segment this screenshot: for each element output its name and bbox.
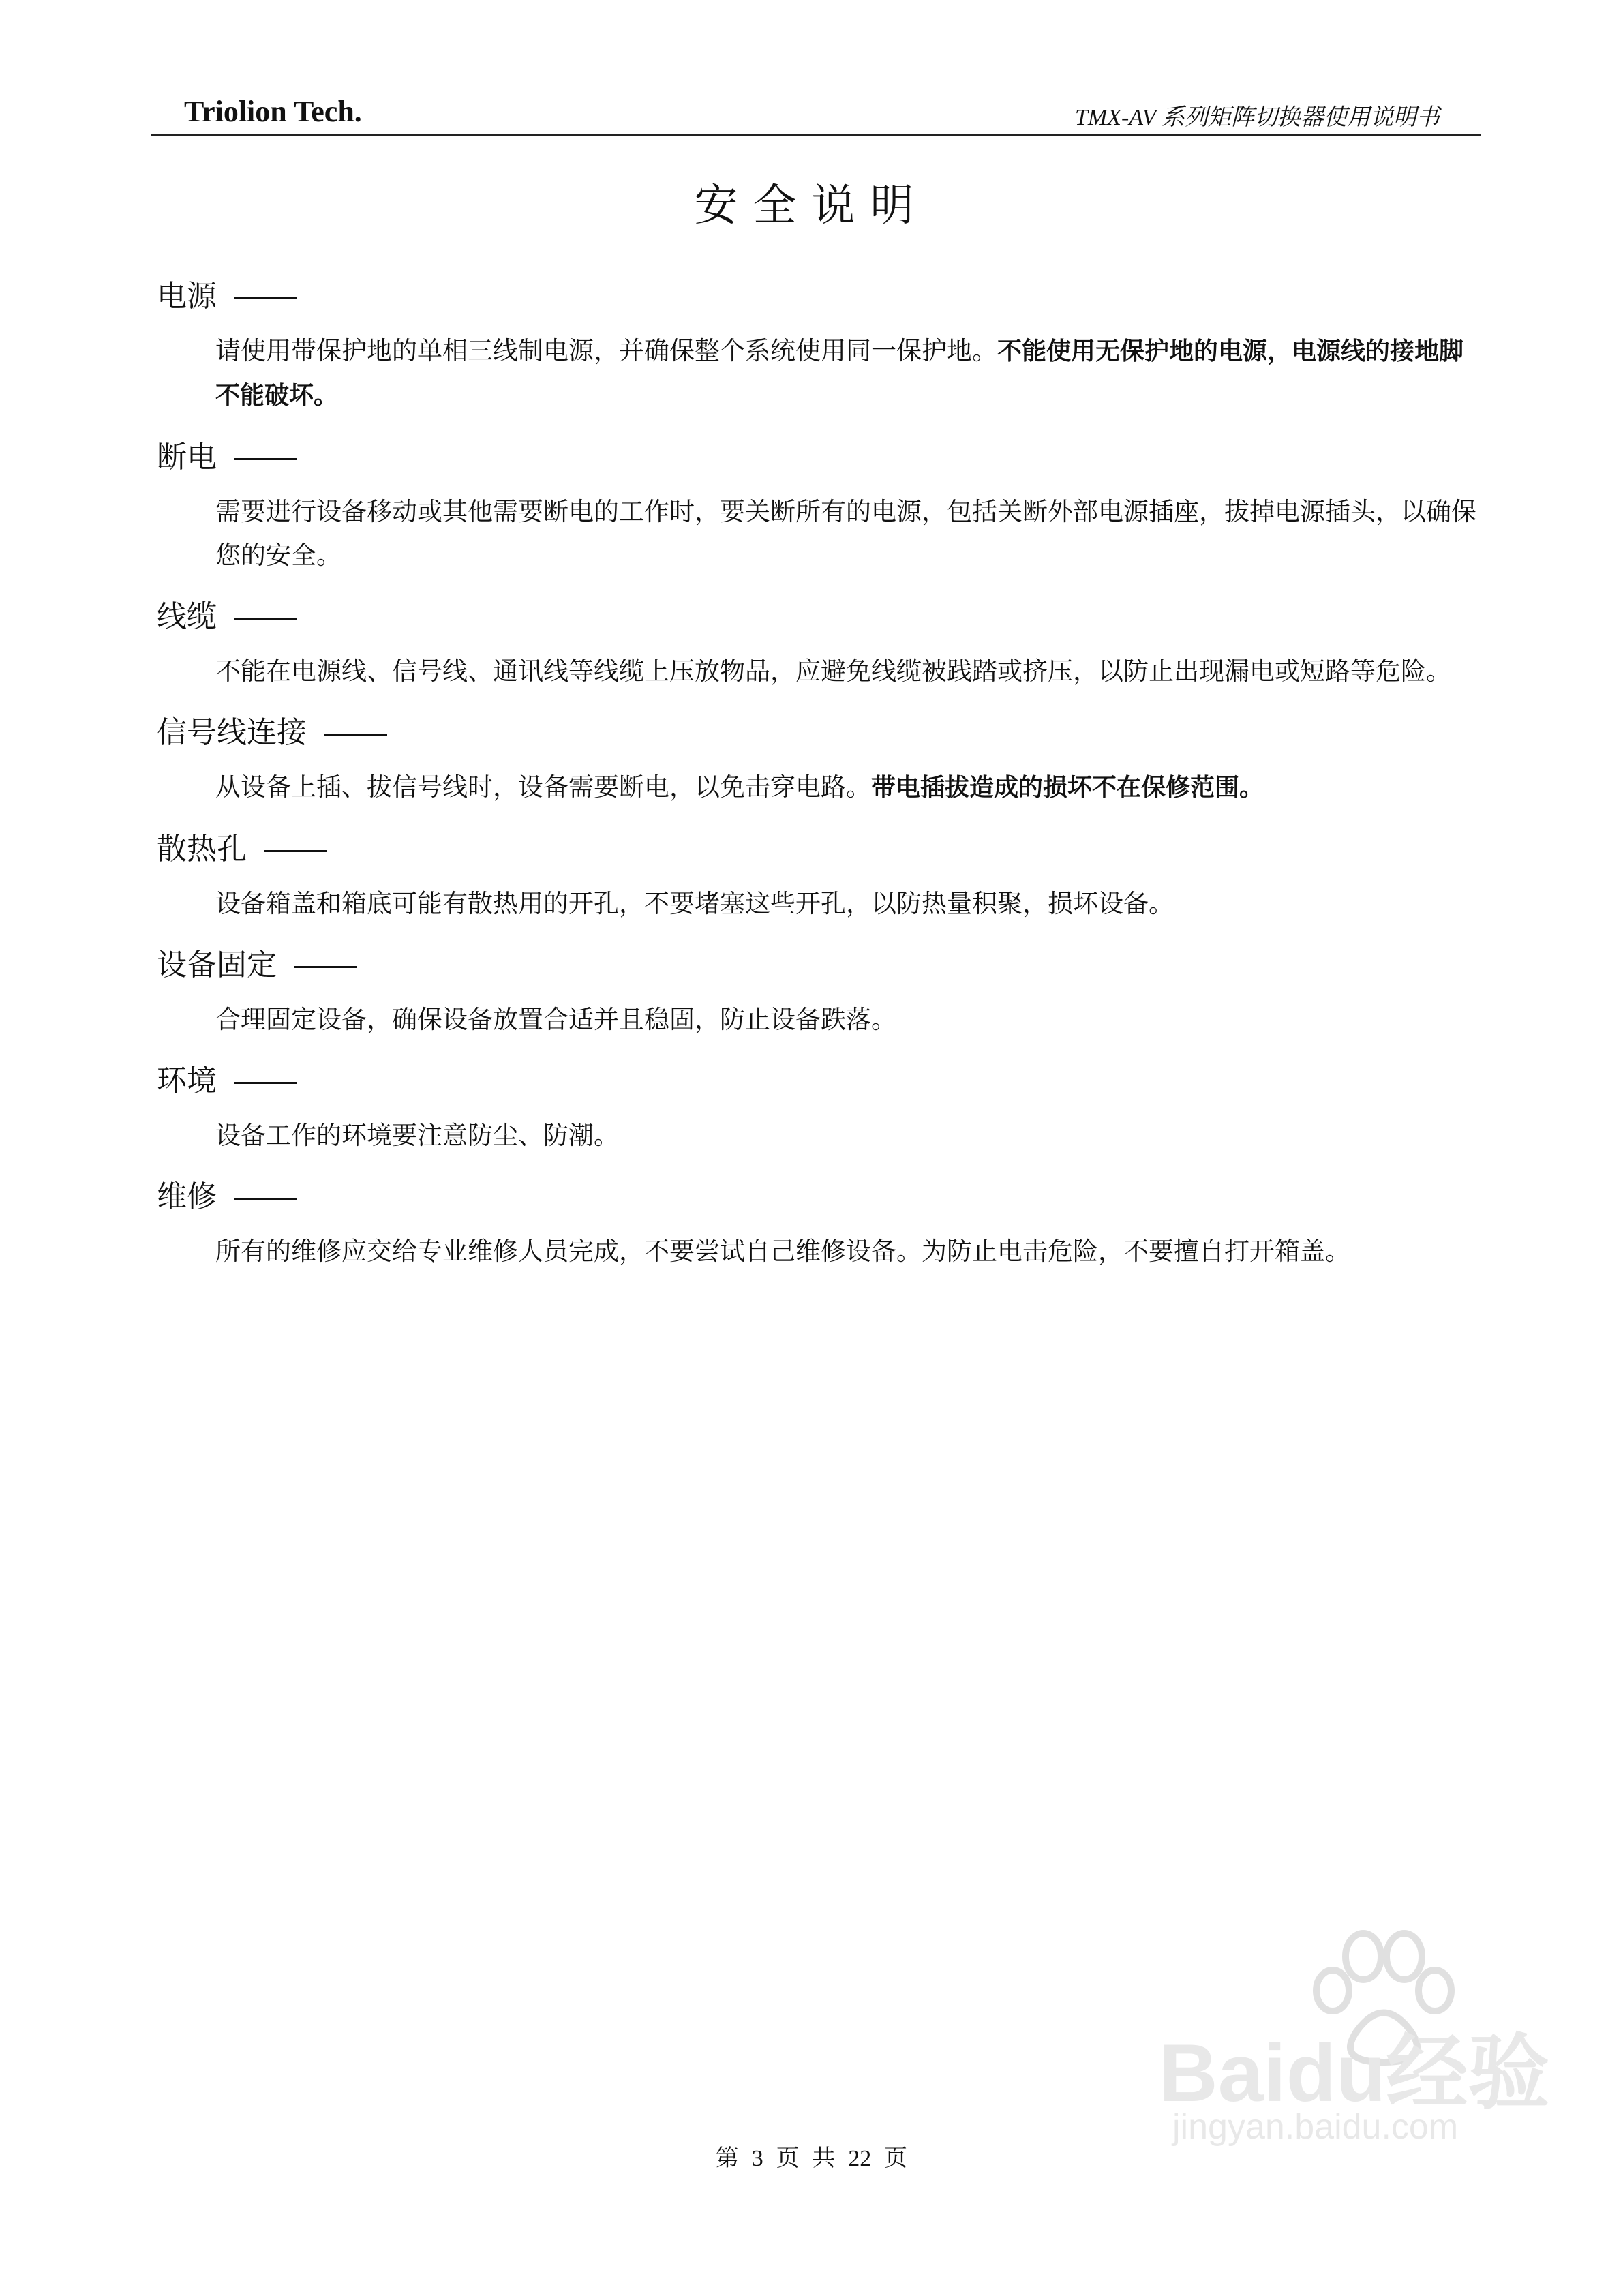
heading-dash: [264, 850, 327, 852]
watermark-url: jingyan.baidu.com: [1172, 2107, 1459, 2147]
section-body: [215, 329, 1483, 418]
section-heading: [157, 1061, 1486, 1102]
heading-dash: [234, 1082, 297, 1084]
section-body: [215, 1230, 1483, 1273]
page-header: [151, 94, 1481, 136]
section-heading: [157, 1177, 1486, 1218]
footer-suffix: 页: [884, 2145, 908, 2172]
body-text: 需要进行设备移动或其他需要断电的工作时，要关断所有的电源，包括关断外部电源插座，拔掉电源插头，以确保您的安全。: [215, 497, 1476, 570]
section-heading: [157, 596, 1486, 637]
watermark-brand: Baidu经验: [1159, 2027, 1550, 2119]
brand-name: Triolion Tech.: [184, 95, 362, 128]
section-heading-text: 电源: [157, 279, 217, 314]
section-heading-text: 维修: [157, 1179, 217, 1214]
heading-dash: [294, 966, 357, 968]
body-text: 请使用带保护地的单相三线制电源，并确保整个系统使用同一保护地。: [215, 336, 997, 365]
heading-dash: [234, 458, 297, 460]
section-heading: [157, 829, 1486, 870]
total-pages: 22: [848, 2146, 872, 2171]
page-title: 安全说明: [694, 181, 929, 231]
section-heading-text: 环境: [157, 1063, 217, 1098]
section-heading-text: 散热孔: [157, 832, 247, 866]
section-heading: [157, 712, 1486, 753]
section-heading: [157, 437, 1486, 478]
safety-sections: [157, 276, 1486, 1293]
section-body: [215, 882, 1483, 926]
heading-dash: [234, 297, 297, 299]
section-body: [215, 650, 1483, 693]
section-body: [215, 998, 1483, 1042]
section-heading-text: 线缆: [157, 599, 217, 634]
document-title: TMX-AV 系列矩阵切换器使用说明书: [1074, 105, 1440, 130]
section-heading-text: 设备固定: [157, 948, 277, 982]
body-text: 从设备上插、拔信号线时，设备需要断电，以免击穿电路。: [215, 772, 871, 802]
warning-text: 带电插拔造成的损坏不在保修范围。: [871, 774, 1264, 802]
page-number: 3: [751, 2146, 763, 2171]
footer-middle: 页 共: [776, 2145, 836, 2172]
section-heading-text: 断电: [157, 440, 217, 474]
body-text: 设备箱盖和箱底可能有散热用的开孔，不要堵塞这些开孔，以防热量积聚，损坏设备。: [215, 889, 1174, 918]
body-text: 不能在电源线、信号线、通讯线等线缆上压放物品，应避免线缆被践踏或挤压，以防止出现漏电或短路等危险。: [215, 656, 1451, 686]
body-text: 设备工作的环境要注意防尘、防潮。: [215, 1121, 619, 1150]
footer-prefix: 第: [715, 2145, 739, 2172]
heading-dash: [324, 734, 387, 736]
warning-text: 不能使用无保护地的电源，电源线的接地脚不能破坏。: [215, 337, 1464, 410]
body-text: 所有的维修应交给专业维修人员完成，不要尝试自己维修设备。为防止电击危险，不要擅自打开箱盖。: [215, 1237, 1350, 1266]
section-heading-text: 信号线连接: [157, 715, 307, 750]
section-body: [215, 490, 1483, 577]
section-body: [215, 1114, 1483, 1158]
section-heading: [157, 945, 1486, 986]
body-text: 合理固定设备，确保设备放置合适并且稳固，防止设备跌落。: [215, 1005, 896, 1034]
heading-dash: [234, 618, 297, 620]
section-body: [215, 766, 1483, 810]
heading-dash: [234, 1198, 297, 1200]
baidu-watermark: [1159, 1929, 1568, 2154]
section-heading: [157, 276, 1486, 317]
